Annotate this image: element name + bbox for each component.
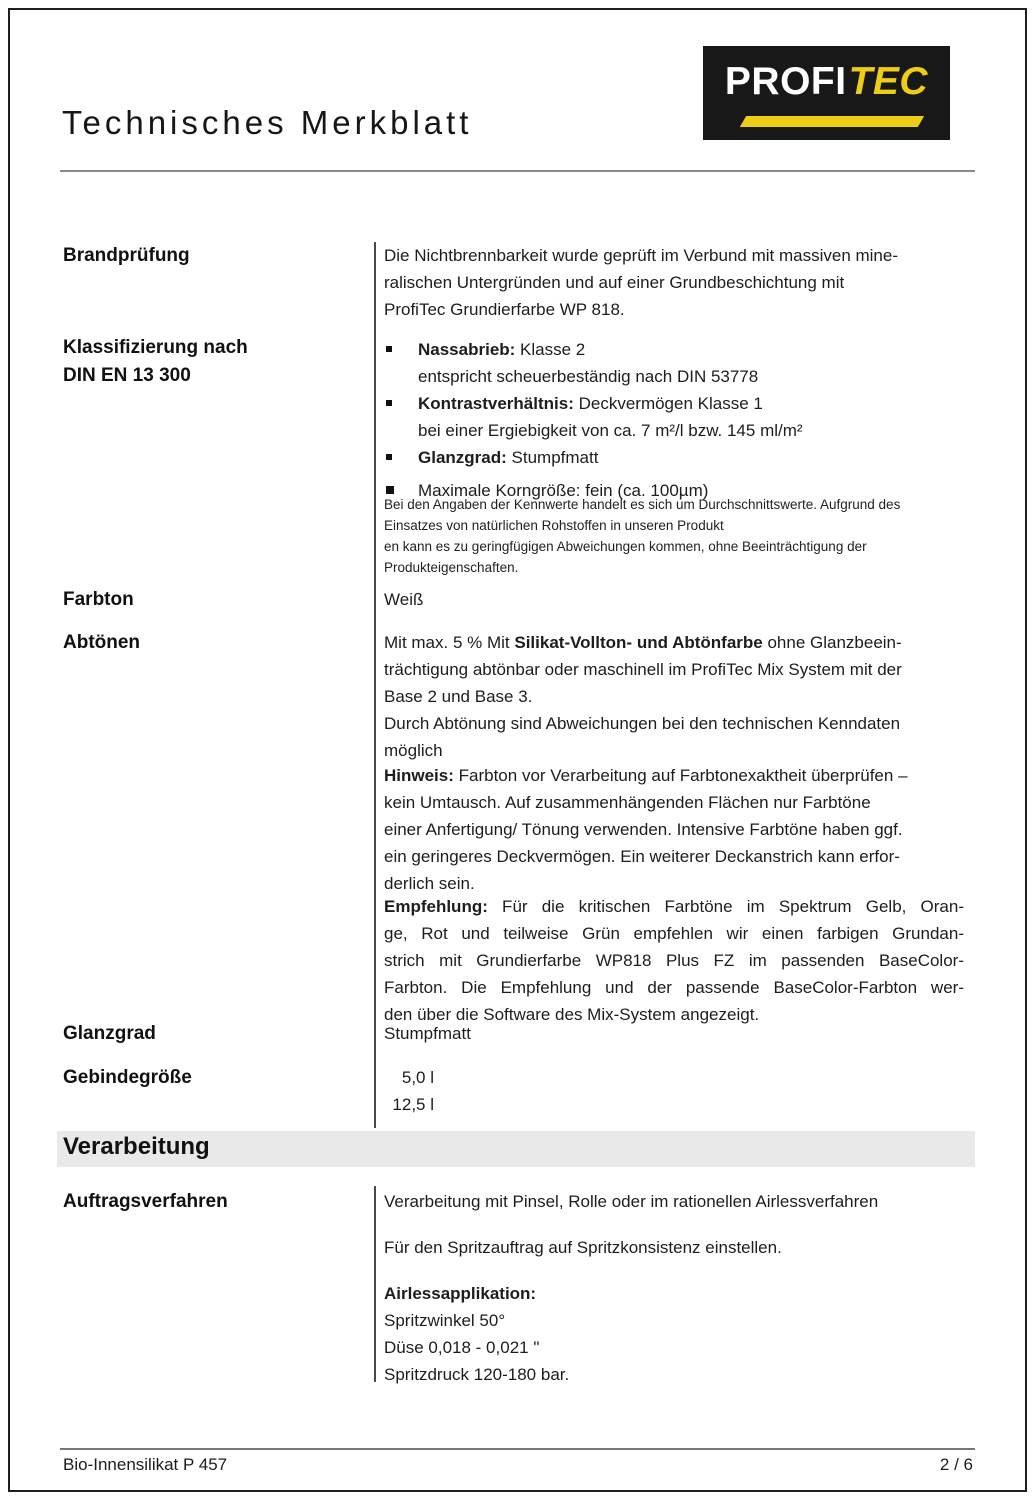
column-divider-lower — [374, 1186, 376, 1382]
note-line: Einsatzes von natürlichen Rohstoffen in unseren Produkt — [384, 518, 724, 533]
row-label: Auftragsverfahren — [63, 1191, 228, 1212]
text-line: Spritzdruck 120-180 bar. — [384, 1365, 570, 1384]
para-text: ohne Glanzbeein- — [762, 633, 902, 652]
list-item — [384, 336, 964, 390]
column-divider-upper — [374, 242, 376, 1128]
text-line: ProfiTec Grundierfarbe WP 818. — [384, 300, 625, 319]
bullet-term: Nassabrieb: — [418, 340, 516, 359]
bullet-square-icon — [386, 486, 394, 494]
bullet-text: Stumpfmatt — [506, 448, 599, 467]
text-line: möglich — [384, 741, 443, 760]
row-content — [384, 336, 964, 504]
para-text: Mit max. 5 % Mit — [384, 633, 515, 652]
row-content — [384, 893, 964, 1028]
bullet-square-icon — [386, 454, 392, 460]
text-line: trächtigung abtönbar oder maschinell im ProfiTec Mix System mit der — [384, 660, 902, 679]
empfehlung-term: Empfehlung: — [384, 897, 488, 916]
row-label: Brandprüfung — [63, 245, 190, 266]
bullet-term: Kontrastverhältnis: — [418, 394, 574, 413]
container-size: 5,0 l — [401, 1068, 434, 1087]
logo-underline-swoosh — [740, 116, 924, 127]
para-bold: Silikat-Vollton- und Abtönfarbe — [514, 633, 763, 652]
text-line: Farbton. Die Empfehlung und der passende BaseColor-Farbton wer- — [384, 978, 964, 997]
label-line: Klassifizierung nach — [63, 337, 248, 358]
bullet-text: Maximale Korngröße: fein (ca. 100µm) — [418, 481, 709, 500]
row-label — [63, 334, 363, 390]
bullet-square-icon — [386, 400, 392, 406]
label-line: DIN EN 13 300 — [63, 365, 191, 386]
kennwerte-note — [384, 494, 980, 578]
row-content — [384, 1064, 964, 1118]
footer-page-number: 2 / 6 — [939, 1455, 973, 1474]
note-line: Bei den Angaben der Kennwerte handelt es sich um Durchschnittswerte. Aufgrund des — [384, 497, 901, 512]
profitec-logo-wordmark — [703, 62, 950, 101]
list-item — [384, 390, 964, 444]
text-line: kein Umtausch. Auf zusammenhängenden Flächen nur Farbtöne — [384, 793, 871, 812]
row-label: Gebindegröße — [63, 1067, 192, 1088]
bullet-term: Glanzgrad: — [418, 448, 507, 467]
row-label: Farbton — [63, 589, 134, 610]
text-line: Die Nichtbrennbarkeit wurde geprüft im Verbund mit massiven mine- — [384, 246, 899, 265]
note-line: Produkteigenschaften. — [384, 560, 519, 575]
text-line: den über die Software des Mix-System angezeigt. — [384, 1005, 760, 1024]
note-line: en kann es zu geringfügigen Abweichungen kommen, ohne Beeinträchtigung der — [384, 539, 867, 554]
text-line: strich mit Grundierfarbe WP818 Plus FZ im passenden BaseColor- — [384, 951, 964, 970]
text-line: Spritzwinkel 50° — [384, 1311, 506, 1330]
text-line: ein geringeres Deckvermögen. Ein weiterer Deckanstrich kann erfor- — [384, 847, 900, 866]
text-line: ralischen Untergründen und auf einer Grundbeschichtung mit — [384, 273, 845, 292]
text-line: ge, Rot und teilweise Grün empfehlen wir einen farbigen Grundan- — [384, 924, 964, 943]
empfehlung-text: Für die kritischen Farbtöne im Spektrum Gelb, Oran- — [487, 897, 964, 916]
row-value: Weiß — [384, 590, 424, 609]
row-content — [384, 629, 964, 764]
row-label: Abtönen — [63, 632, 141, 653]
hinweis-text: Farbton vor Verarbeitung auf Farbtonexaktheit überprüfen – — [453, 766, 908, 785]
row-content — [384, 762, 964, 897]
footer-product-name: Bio-Innensilikat P 457 — [63, 1455, 228, 1474]
bullet-subtext: bei einer Ergiebigkeit von ca. 7 m²/l bzw. 145 ml/m² — [418, 421, 803, 440]
bullet-subtext: entspricht scheuerbeständig nach DIN 53778 — [418, 367, 759, 386]
text-line: Düse 0,018 - 0,021 " — [384, 1338, 540, 1357]
header-divider — [60, 170, 975, 172]
bullet-square-icon — [386, 346, 392, 352]
spacer — [384, 1261, 964, 1280]
text-line: Base 2 und Base 3. — [384, 687, 533, 706]
row-content — [384, 242, 964, 323]
footer-divider — [60, 1448, 975, 1450]
hinweis-term: Hinweis: — [384, 766, 454, 785]
section-header-title: Verarbeitung — [63, 1133, 210, 1160]
logo-word-main: PROFI — [724, 60, 847, 103]
logo-word-accent: TEC — [848, 60, 929, 103]
row-label: Glanzgrad — [63, 1023, 156, 1044]
spacer — [384, 1215, 964, 1234]
text-line: Für den Spritzauftrag auf Spritzkonsistenz einstellen. — [384, 1238, 782, 1257]
text-line: derlich sein. — [384, 874, 475, 893]
page-title: Technisches Merkblatt — [62, 104, 473, 141]
airless-title: Airlessapplikation: — [384, 1284, 537, 1303]
container-size: 12,5 l — [392, 1095, 434, 1114]
bullet-text: Klasse 2 — [515, 340, 586, 359]
text-line: Durch Abtönung sind Abweichungen bei den technischen Kenndaten — [384, 714, 901, 733]
row-content — [384, 1188, 964, 1388]
section-header-verarbeitung — [57, 1131, 975, 1167]
text-line: einer Anfertigung/ Tönung verwenden. Intensive Farbtöne haben ggf. — [384, 820, 903, 839]
bullet-text: Deckvermögen Klasse 1 — [573, 394, 763, 413]
profitec-logo — [703, 46, 950, 140]
row-value: Stumpfmatt — [384, 1024, 471, 1043]
text-line: Verarbeitung mit Pinsel, Rolle oder im rationellen Airlessverfahren — [384, 1192, 879, 1211]
list-item — [384, 444, 964, 471]
